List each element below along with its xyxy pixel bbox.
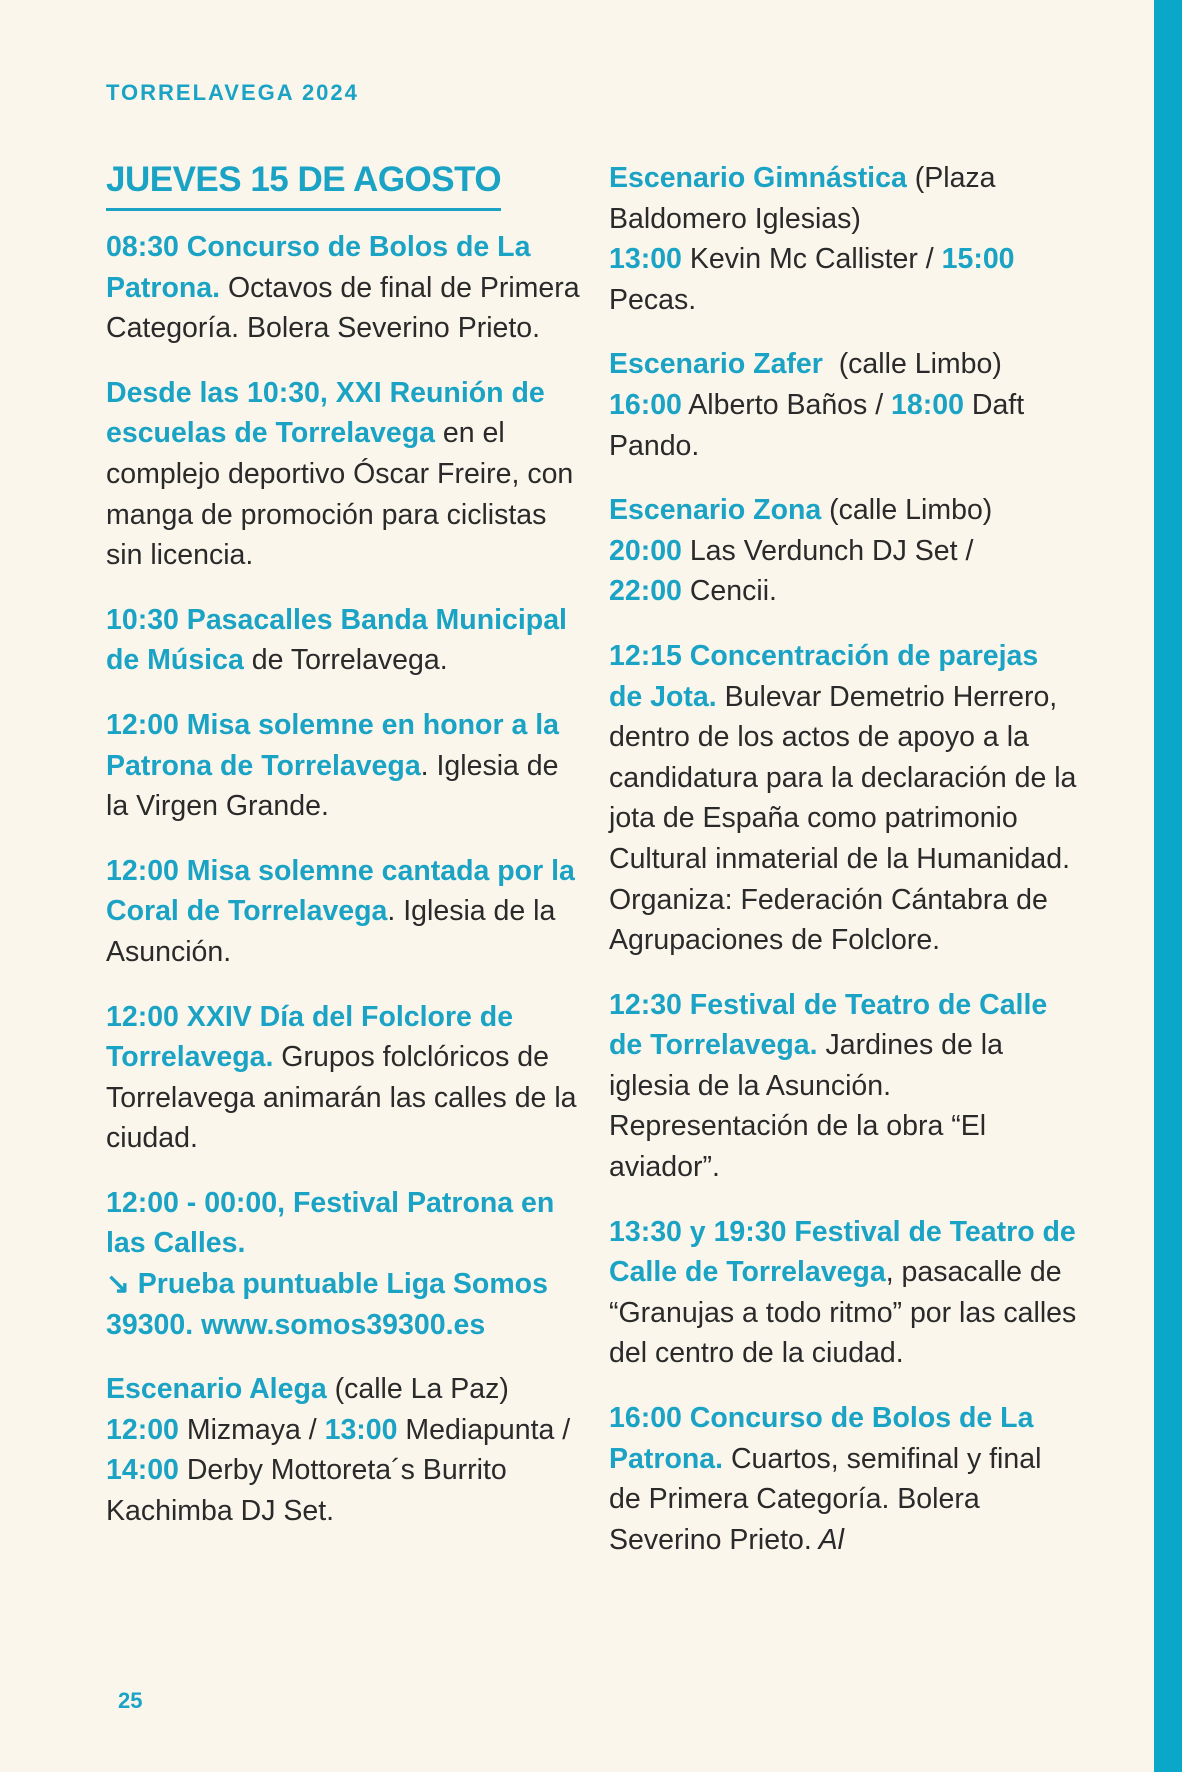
stage-entry bbox=[106, 1369, 584, 1531]
left-column bbox=[106, 158, 584, 1556]
time: 16:00 bbox=[609, 388, 682, 421]
stage-location: (calle La Paz) bbox=[326, 1373, 509, 1406]
time: 14:00 bbox=[106, 1454, 179, 1487]
stage-location: (calle Limbo) bbox=[821, 494, 993, 527]
act: Mizmaya / bbox=[178, 1413, 325, 1446]
stage-name: Escenario Gimnástica bbox=[609, 162, 907, 194]
act: Daft Pando. bbox=[609, 388, 1025, 462]
act: Las Verdunch DJ Set / bbox=[681, 534, 974, 567]
event-details: . Iglesia de la Virgen Grande. bbox=[106, 749, 559, 823]
event-details: Grupos folclóricos de Torrelavega animarán las calles de la ciudad. bbox=[106, 1041, 577, 1155]
event-entry bbox=[106, 851, 584, 973]
event-details: en el complejo deportivo Óscar Freire, con manga de promoción para ciclistas sin licencia. bbox=[106, 417, 574, 572]
event-title: 10:30 Pasacalles Banda Municipal de Música bbox=[106, 603, 567, 677]
event-details: Cuartos, semifinal y final de Primera Categoría. Bolera Severino Prieto. bbox=[609, 1442, 1042, 1556]
stage-name: Escenario Zafer bbox=[609, 348, 823, 381]
event-entry bbox=[609, 1212, 1079, 1374]
event-entry bbox=[609, 636, 1079, 961]
time: 22:00 bbox=[609, 575, 682, 608]
time: 13:00 bbox=[609, 243, 682, 276]
event-entry bbox=[609, 1398, 1079, 1560]
act: Cencii. bbox=[681, 575, 777, 608]
event-title: 12:00 - 00:00, Festival Patrona en las Calles. bbox=[106, 1186, 555, 1260]
event-details: , pasacalle de “Granujas a todo ritmo” por las calles del centro de la ciudad. bbox=[609, 1256, 1077, 1370]
event-entry bbox=[106, 997, 584, 1159]
event-details: Octavos de final de Primera Categoría. Bolera Severino Prieto. bbox=[106, 271, 580, 345]
time: 15:00 bbox=[941, 243, 1015, 276]
time: 18:00 bbox=[891, 388, 964, 421]
event-details: Jardines de la iglesia de la Asunción. Representación de la obra “El aviador”. bbox=[609, 1029, 1003, 1184]
event-entry bbox=[106, 373, 584, 576]
time: 13:00 bbox=[324, 1413, 398, 1446]
event-entry bbox=[106, 600, 584, 681]
page-number: 25 bbox=[118, 1688, 143, 1713]
day-title: JUEVES 15 DE AGOSTO bbox=[106, 158, 501, 211]
stage-entry bbox=[609, 344, 1079, 466]
stage-location: (calle Limbo) bbox=[822, 348, 1002, 381]
event-title: 13:30 y 19:30 Festival de Teatro de Calle de Torrelavega bbox=[609, 1215, 1076, 1289]
event-details: Bulevar Demetrio Herrero, dentro de los actos de apoyo a la candidatura para la declaración de la jota de España como patrimonio Cultural inmaterial de la Humanidad. Organiza: Federación Cántabra de Agrupaciones de Folclore. bbox=[609, 680, 1077, 957]
event-entry bbox=[106, 227, 584, 349]
time: 12:00 bbox=[106, 1413, 179, 1446]
continued-text: Al bbox=[811, 1523, 844, 1556]
time: 20:00 bbox=[609, 534, 682, 567]
act: Alberto Baños / bbox=[681, 388, 892, 421]
event-title: 08:30 Concurso de Bolos de La Patrona. bbox=[106, 231, 531, 304]
act: Mediapunta / bbox=[397, 1413, 571, 1446]
stage-name: Escenario Zona bbox=[609, 494, 822, 527]
stage-name: Escenario Alega bbox=[106, 1373, 327, 1406]
event-title: 16:00 Concurso de Bolos de La Patrona. bbox=[609, 1402, 1034, 1475]
event-title: 12:15 Concentración de parejas de Jota. bbox=[609, 639, 1039, 713]
event-title: 12:00 XXIV Día del Folclore de Torrelavega. bbox=[106, 1000, 514, 1074]
event-entry bbox=[609, 985, 1079, 1188]
act: Derby Mottoreta´s Burrito Kachimba DJ Set. bbox=[106, 1454, 507, 1528]
event-details: . Iglesia de la Asunción. bbox=[106, 895, 556, 968]
event-entry bbox=[106, 1183, 584, 1345]
event-entry bbox=[106, 705, 584, 827]
stage-entry bbox=[609, 490, 1079, 612]
event-details: de Torrelavega. bbox=[243, 644, 448, 677]
stage-entry bbox=[609, 158, 1079, 320]
event-title: Desde las 10:30, XXI Reunión de escuelas de Torrelavega bbox=[106, 376, 545, 450]
header-title: TORRELAVEGA 2024 bbox=[106, 80, 359, 105]
event-title: 12:30 Festival de Teatro de Calle de Torrelavega. bbox=[609, 988, 1048, 1062]
event-subtitle: ↘ Prueba puntuable Liga Somos 39300. www.somos39300.es bbox=[106, 1268, 548, 1341]
act: Kevin Mc Callister / bbox=[681, 243, 942, 276]
event-title: 12:00 Misa solemne en honor a la Patrona de Torrelavega bbox=[106, 708, 559, 782]
event-title: 12:00 Misa solemne cantada por la Coral de Torrelavega bbox=[106, 854, 575, 928]
act: Pecas. bbox=[609, 283, 697, 316]
stage-location: (Plaza Baldomero Iglesias) bbox=[609, 162, 996, 235]
right-column bbox=[609, 158, 1079, 1584]
side-accent-bar bbox=[1154, 0, 1182, 1772]
